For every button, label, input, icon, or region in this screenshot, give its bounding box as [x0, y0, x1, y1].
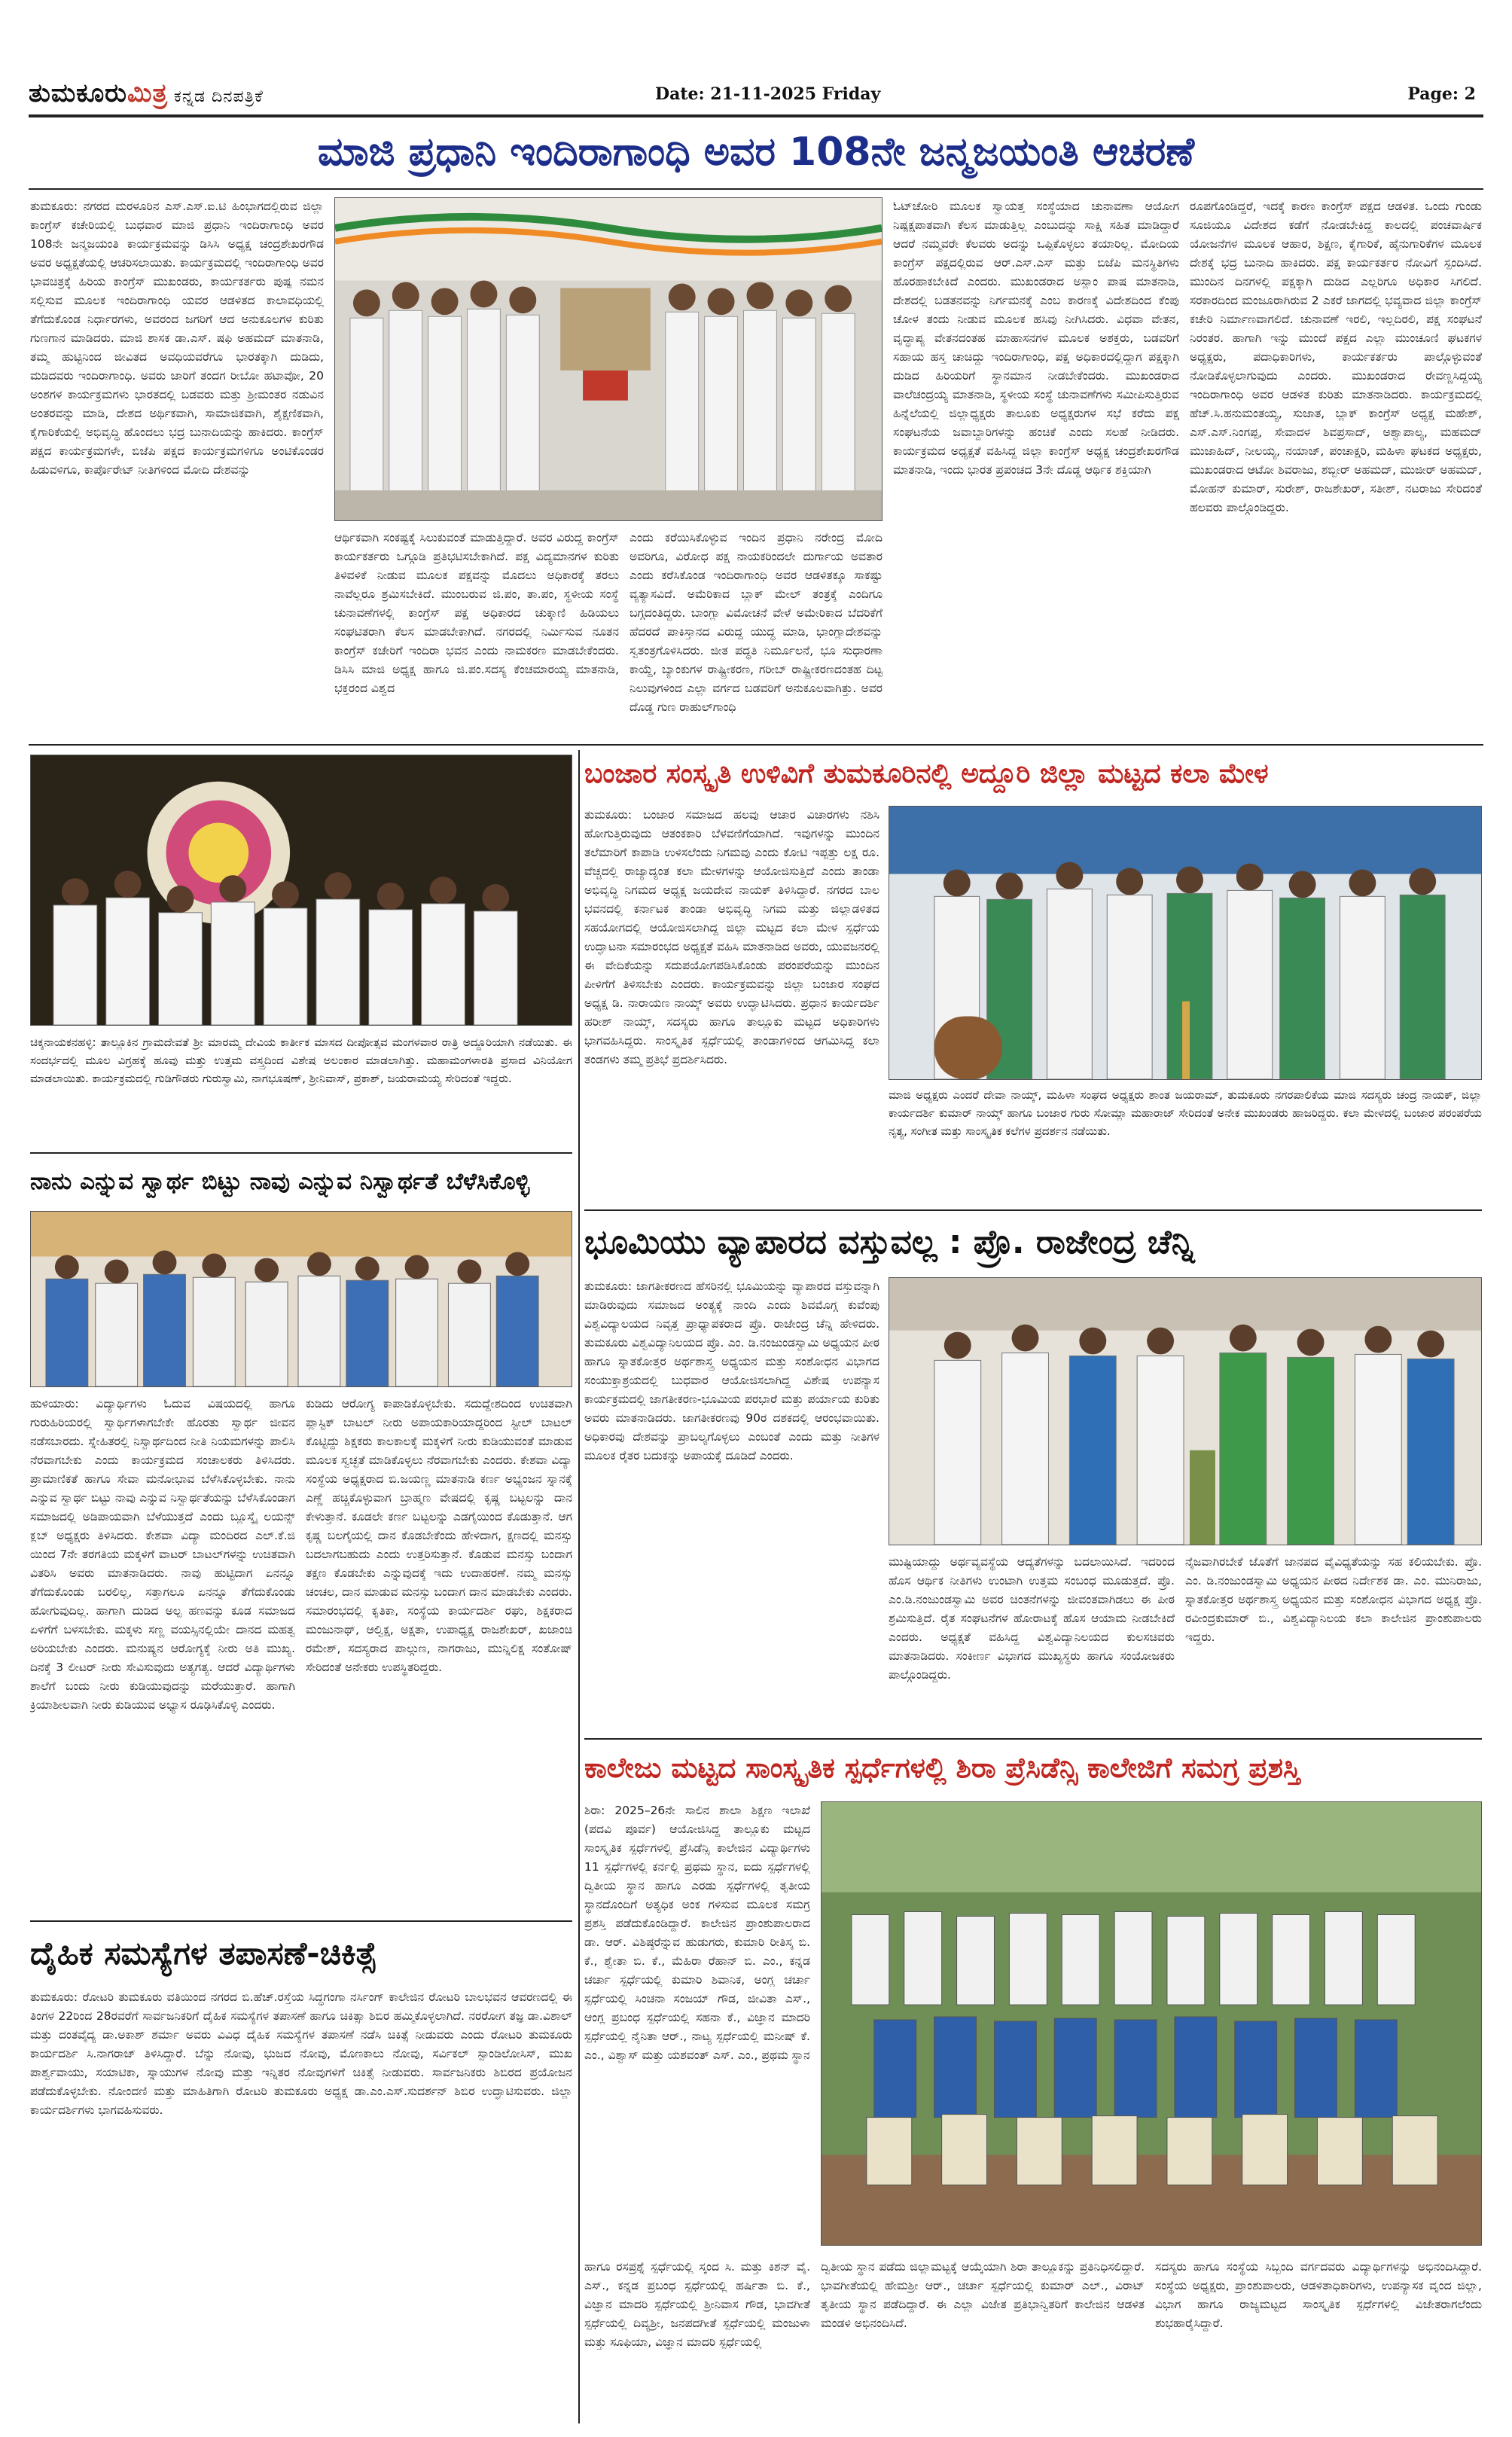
indira-column-3-lower: ಎಂದು ಕರೆಯಿಸಿಕೊಳ್ಳುವ ಇಂದಿನ ಪ್ರಧಾನಿ ನರೇಂದ್ರ ಮೋದಿ ಅವರಿಗೂ, ವಿರೋಧ ಪಕ್ಷ ನಾಯಕರಿಂದಲೇ ದುರ್ಗಾಯ ಅವತಾರ ಎಂದು ಕರೆಸಿಕೊಂಡ ಇಂದಿರಾಗಾಂಧಿ ಅವರ ಆಡಳಿತಕ್ಕೂ ಸಾಕಷ್ಟು ವ್ಯತ್ಯಾಸವಿದೆ. ಅಮೆರಿಕಾದ ಬ್ಲಾಕ್ ಮೇಲ್ ತಂತ್ರಕ್ಕೆ ಎಂದಿಗೂ ಬಗ್ಗದಂತಿದ್ದರು. ಬಾಂಗ್ಲಾ ವಿಮೋಚನೆ ವೇಳೆ ಅಮೇರಿಕಾದ ಬೆದರಿಕೆಗೆ ಹೆದರದೆ ಪಾಕಿಸ್ತಾನದ ವಿರುದ್ದ ಯುದ್ಧ ಮಾಡಿ, ಭಾಂಗ್ಲಾದೇಶವನ್ನು ಸ್ವತಂತ್ರಗೊಳಿಸಿದರು. ಜೀತ ಪದ್ಧತಿ ನಿರ್ಮೂಲನೆ, ಭೂ ಸುಧಾರಣಾ ಕಾಯ್ದೆ, ಬ್ಯಾಂಕುಗಳ ರಾಷ್ಟ್ರೀಕರಣ, ಗರೀಬ್ ರಾಷ್ಟ್ರೀಕರಣದಂತಹ ದಿಟ್ಟ ನಿಲುವುಗಳಿಂದ ಎಲ್ಲಾ ವರ್ಗದ ಬಡವರಿಗೆ ಅನುಕೂಲವಾಗಿತ್ತು. ಅವರ ದೊಡ್ಡ ಗುಣ ರಾಹುಲ್‌ಗಾಂಧಿ [629, 531, 883, 714]
banjara-event-photo [889, 806, 1482, 1080]
school-event-illustration [31, 1212, 572, 1386]
college-body-bottom-1: ಹಾಗೂ ರಸಪ್ರಶ್ನೆ ಸ್ಪರ್ಧೆಯಲ್ಲಿ ಸ್ಕಂದ ಸಿ. ಮತ್ತು ಕಿಶನ್ ವೈ. ಎಸ್., ಕನ್ನಡ ಪ್ರಬಂಧ ಸ್ಪರ್ಧೆಯಲ್ಲಿ ಹರ್ಷಿತಾ ಬಿ. ಕೆ., ವಿಜ್ಞಾನ ಮಾದರಿ ಸ್ಪರ್ಧೆಯಲ್ಲಿ ಶ್ರೀನಿವಾಸ ಗೌಡ, ಭಾವಗೀತೆ ಸ್ಪರ್ಧೆಯಲ್ಲಿ ದಿವ್ಯಶ್ರೀ, ಜನಪದಗೀತೆ ಸ್ಪರ್ಧೆಯಲ್ಲಿ ಮಂಜುಳಾ ಮತ್ತು ಸೂಫಿಯಾ, ವಿಜ್ಞಾನ ಮಾದರಿ ಸ್ಪರ್ಧೆಯಲ್ಲಿ [584, 2260, 810, 2349]
college-body-side: ಶಿರಾ: 2025–26ನೇ ಸಾಲಿನ ಶಾಲಾ ಶಿಕ್ಷಣ ಇಲಾಖೆ (ಪದವಿ ಪೂರ್ವ) ಆಯೋಜಿಸಿದ್ದ ತಾಲ್ಲೂಕು ಮಟ್ಟದ ಸಾಂಸ್ಕೃತಿಕ ಸ್ಪರ್ಧೆಗಳಲ್ಲಿ ಪ್ರೆಸಿಡೆನ್ಸಿ ಕಾಲೇಜಿನ ವಿದ್ಯಾರ್ಥಿಗಳು 11 ಸ್ಪರ್ಧೆಗಳಲ್ಲಿ ಕರ್ನಲ್ಲಿ ಪ್ರಥಮ ಸ್ಥಾನ, ಐದು ಸ್ಪರ್ಧೆಗಳಲ್ಲಿ ದ್ವಿತೀಯ ಸ್ಥಾನ ಹಾಗೂ ಎರಡು ಸ್ಪರ್ಧೆಗಳಲ್ಲಿ ತೃತೀಯ ಸ್ಥಾನದೊಂದಿಗೆ ಅತ್ಯಧಿಕ ಅಂಕ ಗಳಿಸುವ ಮೂಲಕ ಸಮಗ್ರ ಪ್ರಶಸ್ತಿ ಪಡೆದುಕೊಂಡಿದ್ದಾರೆ. ಕಾಲೇಜಿನ ಪ್ರಾಂಶುಪಾಲರಾದ ಡಾ. ಆರ್. ವಿಶಿಷ್ಠರೆನ್ನುವ ಹುಡುಗರು, ಕುಮಾರಿ ರೀತಿಸ್ಕ ಬಿ. ಕೆ., ಶ್ವೇತಾ ಬಿ. ಕೆ., ಮೆಹಿರಾ ರೆಹಾನ್ ಬಿ. ಎಂ., ಕನ್ನಡ ಚರ್ಚಾ ಸ್ಪರ್ಧೆಯಲ್ಲಿ ಕುಮಾರಿ ಶಿವಾನಿಕ, ಅಂಗ್ಲ ಚರ್ಚಾ ಸ್ಪರ್ಧೆಯಲ್ಲಿ ಸಿಂಚನಾ ಸಂಜಯ್ ಗೌಡ, ಜೀವಿತಾ ಎಸ್., ಆಂಗ್ಲ ಪ್ರಬಂಧ ಸ್ಪರ್ಧೆಯಲ್ಲಿ ಸಹನಾ ಕೆ., ವಿಜ್ಞಾನ ಮಾದರಿ ಸ್ಪರ್ಧೆಯಲ್ಲಿ ನೈನಿತಾ ಆರ್., ನಾಟ್ಯ ಸ್ಪರ್ಧೆಯಲ್ಲಿ ಮನೀಷ್ ಕೆ. ಎಂ., ವಿಶ್ವಾಸ್ ಮತ್ತು ಯಶವಂತ್ ಎಸ್. ಎಂ., ಪ್ರಥಮ ಸ್ಥಾನ [584, 1804, 810, 2062]
banjara-body: ತುಮಕೂರು: ಬಂಜಾರ ಸಮಾಜದ ಹಲವು ಆಚಾರ ವಿಚಾರಗಳು ನಶಿಸಿ ಹೋಗುತ್ತಿರುವುದು ಆತಂಕಕಾರಿ ಬೆಳವಣಿಗೆಯಾಗಿದೆ. ಇವುಗಳನ್ನು ಮುಂದಿನ ತಲೆಮಾರಿಗೆ ಕಾಪಾಡಿ ಉಳಿಸಲೆಂದು ನಿಗಮವು ಎಂದು ಕೋಟಿ ಇಪ್ಪತ್ತು ಲಕ್ಷ ರೂ. ವೆಚ್ಚದಲ್ಲಿ ರಾಜ್ಯಾದ್ಯಂತ ಕಲಾ ಮೇಳಗಳನ್ನು ಆಯೋಜಿಸುತ್ತಿದೆ ಎಂದು ತಾಂಡಾ ಅಭಿವೃದ್ಧಿ ನಿಗಮದ ಅಧ್ಯಕ್ಷ ಜಯದೇವ ನಾಯಕ್ ತಿಳಿಸಿದ್ದಾರೆ. ನಗರದ ಬಾಲ ಭವನದಲ್ಲಿ ಕರ್ನಾಟಕ ತಾಂಡಾ ಅಭಿವೃದ್ಧಿ ನಿಗಮ ಮತ್ತು ಜಿಲ್ಲಾಡಳಿತದ ಸಹಯೋಗದಲ್ಲಿ ಆಯೋಜಿಸಲಾಗಿದ್ದ ಜಿಲ್ಲಾ ಮಟ್ಟದ ಕಲಾ ಮೇಳ ಸ್ಪರ್ಧೆಯ ಉದ್ಘಾಟನಾ ಸಮಾರಂಭದ ಅಧ್ಯಕ್ಷತೆ ವಹಿಸಿ ಮಾತನಾಡಿದ ಅವರು, ಯುವಜನರಲ್ಲಿ ಈ ವೇದಿಕೆಯನ್ನು ಸದುಪಯೋಗಪಡಿಸಿಕೊಂಡು ಪರಂಪರೆಯನ್ನು ಮುಂದಿನ ಪೀಳಿಗೆಗೆ ತಿಳಿಸಬೇಕು ಎಂದರು. ಕಾರ್ಯಕ್ರಮವನ್ನು ಜಿಲ್ಲಾ ಬಂಜಾರ ಸಂಘದ ಅಧ್ಯಕ್ಷ ಡಿ. ನಾರಾಯಣ ನಾಯ್ಕ್ ಅವರು ಉದ್ಘಾಟಿಸಿದರು. ಪ್ರಧಾನ ಕಾರ್ಯದರ್ಶಿ ಹರೀಶ್ ನಾಯ್ಕ್, ಸದಸ್ಯರು ಹಾಗೂ ತಾಲ್ಲೂಕು ಮಟ್ಟದ ಅಧಿಕಾರಿಗಳು ಭಾಗವಹಿಸಿದ್ದರು. ಸಾಂಸ್ಕೃತಿಕ ಸ್ಪರ್ಧೆಯಲ್ಲಿ ತಾಂಡಾಗಳಿಂದ ಆಗಮಿಸಿದ್ದ ಕಲಾ ತಂಡಗಳು ತಮ್ಮ ಪ್ರತಿಭೆ ಪ್ರದರ್ಶಿಸಿದರು. [584, 808, 879, 1066]
temple-festival-photo [30, 755, 572, 1026]
land-body: ತುಮಕೂರು: ಜಾಗತೀಕರಣದ ಹೆಸರಿನಲ್ಲಿ ಭೂಮಿಯನ್ನು ವ್ಯಾಪಾರದ ವಸ್ತುವನ್ನಾಗಿ ಮಾಡಿರುವುದು ಸಮಾಜದ ಅಂತ್ಯಕ್ಕೆ ನಾಂದಿ ಎಂದು ಶಿವಮೊಗ್ಗ ಕುವೆಂಪು ವಿಶ್ವವಿದ್ಯಾಲಯದ ನಿವೃತ್ತ ಪ್ರಾಧ್ಯಾಪಕರಾದ ಪ್ರೊ. ರಾಜೇಂದ್ರ ಚೆನ್ನಿ ಹೇಳಿದರು. ತುಮಕೂರು ವಿಶ್ವವಿದ್ಯಾನಿಲಯದ ಪ್ರೊ. ಎಂ. ಡಿ.ನಂಜುಂಡಸ್ವಾಮಿ ಅಧ್ಯಯನ ಪೀಠ ಹಾಗೂ ಸ್ನಾತಕೋತ್ತರ ಅರ್ಥಶಾಸ್ತ್ರ ಅಧ್ಯಯನ ಮತ್ತು ಸಂಶೋಧನ ವಿಭಾಗದ ಸಂಯುಕ್ತಾಶ್ರಯದಲ್ಲಿ ಬುಧವಾರ ಆಯೋಜಿಸಲಾಗಿದ್ದ ವಿಶೇಷ ಉಪನ್ಯಾಸ ಕಾರ್ಯಕ್ರಮದಲ್ಲಿ ಜಾಗತೀಕರಣ-ಭೂಮಿಯ ಪರಭಾರೆ ಮತ್ತು ಪರ್ಯಾಯ ಕುರಿತು ಅವರು ಮಾತನಾಡಿದರು. ಜಾಗತೀಕರಣವು 90ರ ದಶಕದಲ್ಲಿ ಆರಂಭವಾಯಿತು. ಅಧಿಕಾರವು ದೇಶವನ್ನು ಪ್ರಾಬಲ್ಯಗೊಳ್ಳಲು ಎಂಬಂತೆ ಎಂದು ಮತ್ತು ನೀತಿಗಳ ಮೂಲಕ ರೈತರ ಬದುಕನ್ನು ಅಪಾಯಕ್ಕೆ ದೂಡಿದೆ ಎಂದರು. [584, 1280, 879, 1463]
land-body-lower-a: ಮುಷ್ಟಿಯಾದ್ದು ಅರ್ಥವ್ಯವಸ್ಥೆಯ ಆದ್ಯತೆಗಳನ್ನು ಬದಲಾಯಿಸಿದೆ. ಇದರಿಂದ ಹೊಸ ಆರ್ಥಿಕ ನೀತಿಗಳು ಉಂಟಾಗಿ ಉತ್ತಮ ಸಂಬಂಧ ಮೂಡುತ್ತದೆ. ಪ್ರೊ. ಎಂ.ಡಿ.ನಂಜುಂಡಸ್ವಾಮಿ ಅವರ ಚಿಂತನೆಗಳನ್ನು ಜೀವಂತವಾಗಿಡಲು ಈ ಪೀಠ ಶ್ರಮಿಸುತ್ತಿದೆ. ರೈತ ಸಂಘಟನೆಗಳ ಹೋರಾಟಕ್ಕೆ ಹೊಸ ಆಯಾಮ ನೀಡಬೇಕಿದೆ ಎಂದರು. ಅಧ್ಯಕ್ಷತೆ ವಹಿಸಿದ್ದ ವಿಶ್ವವಿದ್ಯಾನಿಲಯದ ಕುಲಸಚಿವರು ಮಾತನಾಡಿದರು. ಸಂಕೀರ್ಣ ವಿಭಾಗದ ಮುಖ್ಯಸ್ಥರು ಹಾಗೂ ಸಂಯೋಜಕರು ಪಾಲ್ಗೊಂಡಿದ್ದರು. [889, 1555, 1175, 1682]
selfless-event-photo [30, 1211, 572, 1387]
masthead-date: Date: 21-11-2025 Friday [655, 84, 881, 104]
rule [29, 188, 1483, 190]
indira-headline: ಮಾಜಿ ಪ್ರಧಾನಿ ಇಂದಿರಾಗಾಂಧಿ ಅವರ 108ನೇ ಜನ್ಮಜಯಂತಿ ಆಚರಣೆ [317, 130, 1195, 175]
banjara-headline: ಬಂಜಾರ ಸಂಸ್ಕೃತಿ ಉಳಿವಿಗೆ ತುಮಕೂರಿನಲ್ಲಿ ಅದ್ದೂರಿ ಜಿಲ್ಲಾ ಮಟ್ಟದ ಕಲಾ ಮೇಳ [584, 758, 1269, 789]
indira-column-1: ತುಮಕೂರು: ನಗರದ ಮರಳೂರಿನ ಎಸ್.ಎಸ್.ಐ.ಟಿ ಹಿಂಭಾಗದಲ್ಲಿರುವ ಜಿಲ್ಲಾ ಕಾಂಗ್ರೆಸ್ ಕಚೇರಿಯಲ್ಲಿ ಬುಧವಾರ ಮಾಜಿ ಪ್ರಧಾನಿ ಇಂದಿರಾಗಾಂಧಿ ಅವರ 108ನೇ ಜನ್ಮಜಯಂತಿ ಕಾರ್ಯಕ್ರಮವನ್ನು ಡಿಸಿಸಿ ಅಧ್ಯಕ್ಷ ಚಂದ್ರಶೇಖರಗೌಡ ಅವರ ಅಧ್ಯಕ್ಷತೆಯಲ್ಲಿ ಆಚರಿಸಲಾಯಿತು. ಕಾರ್ಯಕ್ರಮದಲ್ಲಿ ಇಂದಿರಾಗಾಂಧಿ ಅವರ ಭಾವಚಿತ್ರಕ್ಕೆ ಹಿರಿಯ ಕಾಂಗ್ರೆಸ್ ಮುಖಂಡರು, ಕಾರ್ಯಕರ್ತರು ಪುಷ್ಪ ನಮನ ಸಲ್ಲಿಸುವ ಮೂಲಕ ಇಂದಿರಾಗಾಂಧಿ ಯವರ ಆಡಳಿತದ ಕಾಲಾವಧಿಯಲ್ಲಿ ತೆಗೆದುಕೊಂಡ ನಿರ್ಧಾರಗಳು, ಅವರಂದ ಜಗರಿಗೆ ಆದ ಅನುಕೂಲಗಳ ಕುರಿತು ಗುಣಗಾನ ಮಾಡಿದರು. ಮಾಜಿ ಶಾಸಕ ಡಾ.ಎಸ್. ಷಫಿ ಅಹಮದ್ ಮಾತನಾಡಿ, ತಮ್ಮ ಹುಟ್ಟಿನಿಂದ ಜೀವಿತದ ಅವಧಿಯವರೆಗೂ ಭಾರತಕ್ಕಾಗಿ ದುಡಿದು, ಮಡಿದವರು ಇಂದಿರಾಗಾಂಧಿ. ಅವರು ಜಾರಿಗೆ ತಂದಗ ರೀಬೋ ಹಟಾವೋ, 20 ಅಂಶಗಳ ಕಾರ್ಯಕ್ರಮಗಳು ಭಾರತದಲ್ಲಿ ಬಡವರು ಮತ್ತು ಶ್ರೀಮಂತರ ನಡುವಿನ ಅಂತರವನ್ನು ಮಾಡಿ, ದೇಶದ ಅರ್ಥಿಕವಾಗಿ, ಸಾಮಾಜಿಕವಾಗಿ, ಶೈಕ್ಷಣಿಕವಾಗಿ, ಕೈಗಾರಿಕೆಯಲ್ಲಿ ಅಭಿವೃದ್ಧಿ ಹೊಂದಲು ಭದ್ರ ಬುನಾದಿಯನ್ನು ಹಾಕಿದರು. ಕಾಂಗ್ರೆಸ್ ಪಕ್ಷದ ಕಾರ್ಯಕ್ರಮಗಳೇ, ಬಿಜೆಪಿ ಪಕ್ಷದ ಕಾರ್ಯಕ್ರಮಗಳಿಗೂ ಅಂಟಿಕೊಂಡರ ಹಿಡುವಳಿಗೂ, ಕಾರ್ಪೊರೇಟ್ ನೀತಿಗಳಿಂದ ಮೋದಿ ದೇಶವನ್ನು [30, 200, 324, 477]
group-photo-illustration [335, 198, 882, 520]
land-body-lower-b: ನೈಜವಾಗಿರಬೇಕೆ ಜೊತೆಗೆ ಜಾನಪದ ವೈವಿಧ್ಯತೆಯನ್ನು ಸಹ ಕಲಿಯಬೇಕು. ಪ್ರೊ. ಎಂ. ಡಿ.ನಂಜುಂಡಸ್ವಾಮಿ ಅಧ್ಯಯನ ಪೀಠದ ನಿರ್ದೇಶಕ ಡಾ. ಎಂ. ಮುನಿರಾಜು, ಸ್ನಾತಕೋತ್ತರ ಅರ್ಥಶಾಸ್ತ್ರ ಅಧ್ಯಯನ ಮತ್ತು ಸಂಶೋಧನ ವಿಭಾಗದ ಅಧ್ಯಕ್ಷ ಪ್ರೊ. ರವೀಂದ್ರಕುಮಾರ್ ಬಿ., ವಿಶ್ವವಿದ್ಯಾನಿಲಯ ಕಲಾ ಕಾಲೇಜಿನ ಪ್ರಾಂಶುಪಾಲರು ಇದ್ದರು. [1185, 1555, 1482, 1644]
selfless-headline: ನಾನು ಎನ್ನುವ ಸ್ವಾರ್ಥ ಬಿಟ್ಟು ನಾವು ಎನ್ನುವ ನಿಸ್ವಾರ್ಥತೆ ಬೆಳೆಸಿಕೊಳ್ಳಿ [30, 1168, 530, 1195]
rule [30, 1920, 572, 1922]
masthead-page-number: Page: 2 [1407, 84, 1476, 104]
column-divider [578, 750, 580, 2423]
selfless-column-2: ಕುಡಿದು ಆರೋಗ್ಯ ಕಾಪಾಡಿಕೊಳ್ಳಬೇಕು. ಸದುದ್ದೇಶದಿಂದ ಉಚಿತವಾಗಿ ಪ್ಲಾಸ್ಟಿಕ್ ಬಾಟಲ್ ನೀರು ಅಪಾಯಕಾರಿಯಾದ್ದರಿಂದ ಸ್ಟೀಲ್ ಬಾಟಲ್ ಕೊಟ್ಟಿದ್ದು ಶಿಕ್ಷಕರು ಕಾಲಕಾಲಕ್ಕೆ ಮಕ್ಕಳಿಗೆ ನೀರು ಕುಡಿಯುವಂತೆ ಮಾಡುವ ಮೂಲಕ ಸ್ವಚ್ಛತೆ ಮಾಡಿಕೊಳ್ಳಲು ನೆರವಾಗಬೇಕು ಎಂದರು. ಕೇಶವಾ ವಿದ್ಯಾ ಸಂಸ್ಥೆಯ ಅಧ್ಯಕ್ಷರಾದ ಬಿ.ಜಯಣ್ಣ ಮಾತನಾಡಿ ಕರ್ಣ ಅಭ್ಯಂಜನ ಸ್ನಾನಕ್ಕೆ ಎಣ್ಣೆ ಹಚ್ಚಿಕೊಳ್ಳುವಾಗ ಬ್ರಾಹ್ಮಣ ವೇಷದಲ್ಲಿ ಕೃಷ್ಣ ಬಟ್ಟಲನ್ನು ದಾನ ಕೇಳುತ್ತಾನೆ. ಕೂಡಲೇ ಕರ್ಣ ಬಟ್ಟಲನ್ನು ಎಡಗೈಯಿಂದ ಕೊಡುತ್ತಾನೆ. ಆಗ ಕೃಷ್ಣ ಬಲಗೈಯಲ್ಲಿ ದಾನ ಕೊಡಬೇಕೆಂದು ಹೇಳಿದಾಗ, ಕ್ಷಣದಲ್ಲಿ ಮನಸ್ಸು ಬದಲಾಗಬಹುದು ಎಂದು ಉತ್ತರಿಸುತ್ತಾನೆ. ಕೊಡುವ ಮನಸ್ಸು ಬಂದಾಗ ತಕ್ಷಣ ಕೊಡಬೇಕು ಎನ್ನುವುದಕ್ಕೆ ಇದು ಉದಾಹರಣೆ. ನಮ್ಮ ಮನಸ್ಸು ಚಂಚಲ, ದಾನ ಮಾಡುವ ಮನಸ್ಸು ಬಂದಾಗ ದಾನ ಮಾಡಬೇಕು ಎಂದರು. ಸಮಾರಂಭದಲ್ಲಿ ಕೃತಿಕಾ, ಸಂಸ್ಥೆಯ ಕಾರ್ಯದರ್ಶಿ ರಘು, ಶಿಕ್ಷಕರಾದ ಮಂಜುನಾಥ್, ಆಲ್ವಿಕ್ಷ, ಅಕ್ಷತಾ, ಉಪಾಧ್ಯಕ್ಷ ರಾಜಶೇಖರ್, ಖಜಾಂಚಿ ರಮೇಶ್, ಸದಸ್ಯರಾದ ಪಾಲ್ಗುಣ, ನಾಗರಾಜು, ಮುನ್ನಿಲಿಕ್ಷ ಸಂತೋಷ್ ಸೇರಿದಂತೆ ಅನೇಕರು ಉಪಸ್ಥಿತರಿದ್ದರು. [306, 1397, 572, 1674]
indira-photo [334, 197, 883, 521]
health-body: ತುಮಕೂರು: ರೋಟರಿ ತುಮಕೂರು ವತಿಯಿಂದ ನಗರದ ಬಿ.ಹೆಚ್.ರಸ್ತೆಯ ಸಿದ್ಧಗಂಗಾ ನರ್ಸಿಂಗ್ ಕಾಲೇಜಿನ ರೋಟರಿ ಬಾಲಭವನ ಆವರಣದಲ್ಲಿ ಈ ತಿಂಗಳ 22ರಿಂದ 28ರವರೆಗೆ ಸಾರ್ವಜನಿಕರಿಗೆ ದೈಹಿಕ ಸಮಸ್ಯೆಗಳ ತಪಾಸಣೆ ಹಾಗೂ ಚಿಕಿತ್ಸಾ ಶಿಬಿರ ಹಮ್ಮಿಕೊಳ್ಳಲಾಗಿದೆ. ನರರೋಗ ತಜ್ಞ ಡಾ.ವಿಶಾಲ್ ಮತ್ತು ದಂತವೈದ್ಯ ಡಾ.ಅಕಾಶ್ ಶರ್ಮಾ ಅವರು ವಿವಿಧ ದೈಹಿಕ ಸಮಸ್ಯೆಗಳ ತಪಾಸಣೆ ನಡೆಸಿ ಚಿಕಿತ್ಸೆ ನೀಡುವರು ಎಂದು ರೋಟರಿ ತುಮಕೂರು ಕಾರ್ಯದರ್ಶಿ ಸಿ.ನಾಗರಾಜ್ ತಿಳಿಸಿದ್ದಾರೆ. ಬೆನ್ನು ನೋವು, ಭುಜದ ನೋವು, ಮೊಣಕಾಲು ನೋವು, ಸರ್ವಿಕಲ್ ಸ್ಪಾಂಡಿಲೋಸಿಸ್, ಮುಖ ಪಾರ್ಶ್ವವಾಯು, ಸಯಾಟಿಕಾ, ಸ್ನಾಯುಗಳ ನೋವು ಮತ್ತು ಇನ್ನಿತರ ನೋವುಗಳಿಗೆ ಚಿಕಿತ್ಸೆ ನೀಡುವರು. ಸಾರ್ವಜನಿಕರು ಶಿಬಿರದ ಪ್ರಯೋಜನ ಪಡೆದುಕೊಳ್ಳಬೇಕು. ನೋಂದಣಿ ಮತ್ತು ಮಾಹಿತಿಗಾಗಿ ರೋಟರಿ ತುಮಕೂರು ಅಧ್ಯಕ್ಷ ಡಾ.ಎಂ.ಎಸ್.ಸುದರ್ಶನ್ ಶಿಬಿರ ಉದ್ಘಾಟಿಸುವರು. ಜಿಲ್ಲಾ ಕಾರ್ಯದರ್ಶಿಗಳು ಭಾಗವಹಿಸುವರು. [30, 1990, 572, 2117]
rule [29, 744, 1483, 746]
selfless-column-1: ಹುಳಿಯಾರು: ವಿದ್ಯಾರ್ಥಿಗಳು ಓದುವ ವಿಷಯದಲ್ಲಿ ಹಾಗೂ ಗುರುಹಿರಿಯರಲ್ಲಿ ಸ್ವಾರ್ಥಿಗಳಾಗಬೇಕೇ ಹೊರತು ಸ್ವಾರ್ಥ ಜೀವನ ನಡೆಸಬಾರದು. ಸ್ನೇಹಿತರಲ್ಲಿ ನಿಸ್ವಾರ್ಥದಿಂದ ನೀತಿ ನಿಯಮಗಳನ್ನು ಪಾಲಿಸಿ ನೆರವಾಗಬೇಕು ಎಂದು ಕಾರ್ಯಕ್ರಮದ ಸಂಚಾಲಕರು ತಿಳಿಸಿದರು. ಪ್ರಾಮಾಣಿಕತೆ ಹಾಗೂ ಸೇವಾ ಮನೋಭಾವ ಬೆಳೆಸಿಕೊಳ್ಳಬೇಕು. ನಾನು ಎನ್ನುವ ಸ್ವಾರ್ಥ ಬಿಟ್ಟು ನಾವು ಎನ್ನುವ ನಿಸ್ವಾರ್ಥತೆಯನ್ನು ಬೆಳೆಸಿಕೊಂಡಾಗ ಸಮಾಜದಲ್ಲಿ ಅಡಿಪಾಯವಾಗಿ ಬೆಳೆಯುತ್ತದೆ ಎಂದು ಬ್ಲೂಸ್ಕೈ ಲಯನ್ಸ್ ಕ್ಲಬ್ ಅಧ್ಯಕ್ಷರು ತಿಳಿಸಿದರು. ಕೇಶವಾ ವಿದ್ಯಾ ಮಂದಿರದ ಎಲ್.ಕೆ.ಜಿ ಯಿಂದ 7ನೇ ತರಗತಿಯ ಮಕ್ಕಳಿಗೆ ವಾಟರ್ ಬಾಟಲ್‌ಗಳನ್ನು ಉಚಿತವಾಗಿ ವಿತರಿಸಿ ಅವರು ಮಾತನಾಡಿದರು. ನಾವು ಹುಟ್ಟಿದಾಗ ಏನನ್ನೂ ತೆಗೆದುಕೊಂಡು ಬರಲಿಲ್ಲ, ಸತ್ತಾಗಲೂ ಏನನ್ನೂ ತೆಗೆದುಕೊಂಡು ಹೋಗುವುದಿಲ್ಲ. ಹಾಗಾಗಿ ದುಡಿದ ಅಲ್ಪ ಹಣವನ್ನು ಕೂಡ ಸಮಾಜದ ಏಳಿಗೆಗೆ ಬಳಸಬೇಕು. ಮಕ್ಕಳು ಸಣ್ಣ ವಯಸ್ಸಿನಲ್ಲಿಯೇ ದಾನದ ಮಹತ್ವ ಅರಿಯಬೇಕು ಎಂದರು. ಮನುಷ್ಯನ ಆರೋಗ್ಯಕ್ಕೆ ನೀರು ಅತಿ ಮುಖ್ಯ. ದಿನಕ್ಕೆ 3 ಲೀಟರ್ ನೀರು ಸೇವಿಸುವುದು ಅತ್ಯಗತ್ಯ. ಆದರೆ ವಿದ್ಯಾರ್ಥಿಗಳು ಶಾಲೆಗೆ ಬಂದು ನೀರು ಕುಡಿಯುವುದನ್ನು ಮರೆಯುತ್ತಾರೆ. ಹಾಗಾಗಿ ಕ್ರಿಯಾಶೀಲವಾಗಿ ನೀರು ಕುಡಿಯುವ ಅಭ್ಯಾಸ ರೂಢಿಸಿಕೊಳ್ಳಿ ಎಂದರು. [30, 1397, 295, 1712]
college-headline: ಕಾಲೇಜು ಮಟ್ಟದ ಸಾಂಸ್ಕೃತಿಕ ಸ್ಪರ್ಧೆಗಳಲ್ಲಿ ಶಿರಾ ಪ್ರೆಸಿಡೆನ್ಸಿ ಕಾಲೇಜಿಗೆ ಸಮಗ್ರ ಪ್ರಶಸ್ತಿ [584, 1752, 1300, 1784]
college-body-bottom-3: ಸದಸ್ಯರು ಹಾಗೂ ಸಂಸ್ಥೆಯ ಸಿಬ್ಬಂದಿ ವರ್ಗದವರು ವಿದ್ಯಾರ್ಥಿಗಳನ್ನು ಅಭಿನಂದಿಸಿದ್ದಾರೆ. ಸಂಸ್ಥೆಯ ಅಧ್ಯಕ್ಷರು, ಪ್ರಾಂಶುಪಾಲರು, ಆಡಳಿತಾಧಿಕಾರಿಗಳು, ಉಪನ್ಯಾಸಕ ವೃಂದ ಜಿಲ್ಲಾ, ವಿಭಾಗ ಹಾಗೂ ರಾಜ್ಯಮಟ್ಟದ ಸಾಂಸ್ಕೃತಿಕ ಸ್ಪರ್ಧೆಗಳಲ್ಲಿ ವಿಜೇತರಾಗಲೆಂದು ಶುಭಹಾರೈಸಿದ್ದಾರೆ. [1155, 2260, 1482, 2330]
indira-column-4: ರೂಪಗೊಂಡಿದ್ದರೆ, ಇದಕ್ಕೆ ಕಾರಣ ಕಾಂಗ್ರೆಸ್ ಪಕ್ಷದ ಆಡಳಿತ. ಒಂದು ಗುಂಡು ಸೂಜಿಯೂ ವಿದೇಶದ ಕಡೆಗೆ ನೋಡಬೇಕಿದ್ದ ಕಾಲದಲ್ಲಿ ಪಂಚವಾರ್ಷಿಕ ಯೋಜನೆಗಳ ಮೂಲಕ ಆಹಾರ, ಶಿಕ್ಷಣ, ಕೈಗಾರಿಕೆ, ಹೈನುಗಾರಿಕೆಗಳ ಮೂಲಕ ದೇಶಕ್ಕೆ ಭದ್ರ ಬುನಾದಿ ಹಾಕಿದರು. ಪಕ್ಷ ಕಾರ್ಯಕರ್ತರ ನೋವಿಗೆ ಸ್ಪಂದಿಸಿದೆ. ಮುಂದಿನ ದಿನಗಳಲ್ಲಿ ಪಕ್ಷಕ್ಕಾಗಿ ದುಡಿದ ಎಲ್ಲರಿಗೂ ಅಧಿಕಾರ ಸಿಗಲಿದೆ. ಸರಕಾರದಿಂದ ಮಂಜೂರಾಗಿರುವ 2 ಎಕರೆ ಜಾಗದಲ್ಲಿ ಭವ್ಯವಾದ ಜಿಲ್ಲಾ ಕಾಂಗ್ರೆಸ್ ಕಚೇರಿ ನಿರ್ಮಾಣವಾಗಲಿದೆ. ಚುನಾವಣೆ ಇರಲಿ, ಇಲ್ಲದಿರಲಿ, ಪಕ್ಷ ಸಂಘಟನೆ ನಿರಂತರ. ಹಾಗಾಗಿ ಇನ್ನು ಮುಂದೆ ಪಕ್ಷದ ಎಲ್ಲಾ ಮುಂಚೂಣಿ ಘಟಕಗಳ ಅಧ್ಯಕ್ಷರು, ಪದಾಧಿಕಾರಿಗಳು, ಕಾರ್ಯಕರ್ತರು ಪಾಲ್ಗೊಳ್ಳುವಂತೆ ನೋಡಿಕೊಳ್ಳಲಾಗುವುದು ಎಂದರು. ಮುಖಂಡರಾದ ರೇವಣ್ಣಸಿದ್ದಯ್ಯ ಇಂದಿರಾಗಾಂಧಿ ಅವರ ಆಡಳಿತ ಕುರಿತು ಮಾತನಾಡಿದರು. ಕಾರ್ಯಕ್ರಮದಲ್ಲಿ ಹೆಚ್.ಸಿ.ಹನುಮಂತಯ್ಯ, ಸುಜಾತ, ಬ್ಲಾಕ್ ಕಾಂಗ್ರೆಸ್ ಅಧ್ಯಕ್ಷ ಮಹೇಶ್, ಎಸ್.ಎಸ್.ನಿಂಗಪ್ಪ, ಸೇವಾದಳ ಶಿವಪ್ರಸಾದ್, ಅಶ್ವಾಪಾಲ್ಯ, ಮಹಮದ್ ಮುಜಾಹಿದ್, ನೀಲಯ್ಯ, ನಯಾಜ್, ಪಂಚಾಕ್ಷರಿ, ಮಹಿಳಾ ಘಟಕದ ಅಧ್ಯಕ್ಷರು, ಮುಖಂಡರಾದ ಆಟೋ ಶಿವರಾಜು, ಶಬ್ಬೀರ್ ಅಹಮದ್, ಮುಜೀರ್ ಅಹಮದ್, ಮೋಹನ್ ಕುಮಾರ್, ಸುರೇಶ್, ರಾಜಶೇಖರ್, ಸತೀಶ್, ನಟರಾಜು ಸೇರಿದಂತೆ ಹಲವರು ಪಾಲ್ಗೊಂಡಿದ್ದರು. [1190, 200, 1482, 514]
banjara-photo-caption: ಮಾಜಿ ಅಧ್ಯಕ್ಷರು ಎಂದರೆ ದೇವಾ ನಾಯ್ಕ್, ಮಹಿಳಾ ಸಂಘದ ಅಧ್ಯಕ್ಷರು ಶಾಂತ ಜಯರಾಮ್, ತುಮಕೂರು ನಗರಪಾಲಿಕೆಯ ಮಾಜಿ ಸದಸ್ಯರು ಚಂದ್ರ ನಾಯಕ್, ಜಿಲ್ಲಾ ಕಾರ್ಯದರ್ಶಿ ಕುಮಾರ್ ನಾಯ್ಕ್ ಹಾಗೂ ಬಂಜಾರ ಗುರು ಸೋಮ್ಲಾ ಮಹಾರಾಜ್ ಸೇರಿದಂತೆ ಅನೇಕ ಮುಖಂಡರು ಹಾಜರಿದ್ದರು. ಕಲಾ ಮೇಳದಲ್ಲಿ ಬಂಜಾರ ಪರಂಪರೆಯ ನೃತ್ಯ, ಸಂಗೀತ ಮತ್ತು ಸಾಂಸ್ಕೃತಿಕ ಕಲೆಗಳ ಪ್ರದರ್ಶನ ನಡೆಯಿತು. [889, 1088, 1482, 1138]
rule [584, 1738, 1482, 1740]
health-headline: ದೈಹಿಕ ಸಮಸ್ಯೆಗಳ ತಪಾಸಣೆ-ಚಿಕಿತ್ಸೆ [30, 1935, 377, 1972]
land-headline: ಭೂಮಿಯು ವ್ಯಾಪಾರದ ವಸ್ತುವಲ್ಲ : ಪ್ರೊ. ರಾಜೇಂದ್ರ ಚೆನ್ನಿ [584, 1223, 1195, 1261]
masthead-name-part1: ತುಮಕೂರು [29, 78, 127, 108]
land-lecture-photo [889, 1277, 1482, 1545]
temple-photo-caption: ಚಿಕ್ಕನಾಯಕನಹಳ್ಳಿ: ತಾಲ್ಲೂಕಿನ ಗ್ರಾಮದೇವತೆ ಶ್ರೀ ಮಾರಮ್ಮ ದೇವಿಯ ಕಾರ್ತೀಕ ಮಾಸದ ದೀಪೋತ್ಸವ ಮಂಗಳವಾರ ರಾತ್ರಿ ಅದ್ದೂರಿಯಾಗಿ ನಡೆಯಿತು. ಈ ಸಂದರ್ಭದಲ್ಲಿ ಮೂಲ ವಿಗ್ರಹಕ್ಕೆ ಹೂವು ಮತ್ತು ಉತ್ತಮ ವಸ್ತ್ರದಿಂದ ವಿಶೇಷ ಅಲಂಕಾರ ಮಾಡಲಾಗಿತ್ತು. ಮಹಾಮಂಗಳಾರತಿ ಪ್ರಸಾದ ವಿನಿಯೋಗ ಮಾಡಲಾಯಿತು. ಕಾರ್ಯಕ್ರಮದಲ್ಲಿ ಗುಡಿಗೌಡರು ಗುರುಸ್ವಾಮಿ, ನಾಗಭೂಷಣ್, ಶ್ರೀನಿವಾಸ್, ಪ್ರಕಾಶ್, ಜಯರಾಮಯ್ಯ ಸೇರಿದಂತೆ ಇದ್ದರು. [30, 1035, 572, 1085]
rule [584, 1209, 1482, 1211]
college-winners-photo [821, 1801, 1482, 2246]
masthead-logo [29, 78, 264, 111]
indira-column-3: ಓಟ್‌ಚೋರಿ ಮೂಲಕ ಸ್ವಾಯತ್ತ ಸಂಸ್ಥೆಯಾದ ಚುನಾವಣಾ ಆಯೋಗ ನಿಷ್ಪಕ್ಷಪಾತವಾಗಿ ಕೆಲಸ ಮಾಡುತ್ತಿಲ್ಲ ಎಂಬುದನ್ನು ಸಾಕ್ಷಿ ಸಹಿತ ಮಾಡಿದ್ದಾರೆ ಆದರೆ ನಮ್ಮವರೇ ಕೆಲವರು ಅದನ್ನು ಒಪ್ಪಿಕೊಳ್ಳಲು ತಯಾರಿಲ್ಲ. ಮೋದಿಯ ಕಾಂಗ್ರೆಸ್ ಪಕ್ಷದಲ್ಲಿರುವ ಆರ್.ಎಸ್.ಎಸ್ ಮತ್ತು ಬಿಜೆಪಿ ಮನಸ್ಥಿತಿಗಳು ಹೊರಹಾಕಬೇಕಿದೆ ಎಂದರು. ಮುಖಂಡರಾದ ಅಸ್ಲಾಂ ಪಾಷ ಮಾತನಾಡಿ, ದೇಶದಲ್ಲಿ ಬಡತನವನ್ನು ನಿರ್ಗಮನಕ್ಕೆ ಎಂಬ ಕಾರಣಕ್ಕೆ ವಿದೇಶದಿಂದ ಕೆಂಪು ಚೋಳ ತಂದು ನೀಡುವ ಮೂಲಕ ಹಸಿವು ನೀಗಿಸಿದರು. ವಿಧವಾ ವೇತನ, ವೃದ್ಧಾಪ್ಯ ವೇತನದಂತಹ ಮಾಹಾಸನಗಳ ಮೂಲಕ ಅಶಕ್ತರು, ಬಡವರಿಗೆ ಸಹಾಯ ಹಸ್ತ ಚಾಚಿದ್ದು ಇಂದಿರಾಗಾಂಧಿ, ಪಕ್ಷ ಅಧಿಕಾರದಲ್ಲಿದ್ದಾಗ ಪಕ್ಷಕ್ಕಾಗಿ ದುಡಿದ ಹಿರಿಯರಿಗೆ ಸ್ಥಾನಮಾನ ನೀಡಬೇಕೆಂದರು. ಮುಖಂಡರಾದ ವಾಲೆಚಂದ್ರಯ್ಯ ಮಾತನಾಡಿ, ಸ್ಥಳೀಯ ಸಂಸ್ಥೆ ಚುನಾವಣೆಗಳು ಸಮೀಪಿಸುತ್ತಿರುವ ಹಿನ್ನೆಲೆಯಲ್ಲಿ ಜಿಲ್ಲಾಧ್ಯಕ್ಷರು ತಾಲೂಕು ಅಧ್ಯಕ್ಷರುಗಳ ಸಭೆ ಕರೆದು ಪಕ್ಷ ಸಂಘಟನೆಯ ಜವಾಬ್ದಾರಿಗಳನ್ನು ಹಂಚಿಕೆ ಎಂದು ಸಲಹೆ ನೀಡಿದರು. ಕಾರ್ಯಕ್ರಮದ ಅಧ್ಯಕ್ಷತೆ ವಹಿಸಿದ್ದ ಜಿಲ್ಲಾ ಕಾಂಗ್ರೆಸ್ ಅಧ್ಯಕ್ಷ ಚಂದ್ರಶೇಖರಗೌಡ ಮಾತನಾಡಿ, ಇಂದು ಭಾರತ ಪ್ರಪಂಚದ 3ನೇ ದೊಡ್ಡ ಆರ್ಥಿಕ ಶಕ್ತಿಯಾಗಿ [893, 200, 1179, 477]
temple-illustration [31, 755, 572, 1025]
rule [30, 1152, 572, 1154]
college-body-bottom-2: ದ್ವಿತೀಯ ಸ್ಥಾನ ಪಡೆದು ಜಿಲ್ಲಾಮಟ್ಟಕ್ಕೆ ಆಯ್ಕೆಯಾಗಿ ಶಿರಾ ತಾಲ್ಲೂಕನ್ನು ಪ್ರತಿನಿಧಿಸಲಿದ್ದಾರೆ. ಭಾವಗೀತೆಯಲ್ಲಿ ಹೇಮಶ್ರೀ ಆರ್., ಚರ್ಚಾ ಸ್ಪರ್ಧೆಯಲ್ಲಿ ಕುಮಾರ್ ಎಲ್., ವಿರಾಟ್ ತೃತೀಯ ಸ್ಥಾನ ಪಡೆದಿದ್ದಾರೆ. ಈ ಎಲ್ಲಾ ವಿಜೇತ ಪ್ರತಿಭಾನ್ವಿತರಿಗೆ ಕಾಲೇಜಿನ ಆಡಳಿತ ಮಂಡಳಿ ಅಭಿನಂದಿಸಿದೆ. [821, 2260, 1145, 2330]
winners-group-illustration [822, 1802, 1481, 2245]
masthead-rule [29, 114, 1483, 117]
lecture-illustration [889, 1278, 1481, 1545]
masthead-name-part2: ಮಿತ್ರ [127, 78, 168, 108]
indira-column-2-lower: ಆರ್ಥಿಕವಾಗಿ ಸಂಕಷ್ಟಕ್ಕೆ ಸಿಲುಕುವಂತೆ ಮಾಡುತ್ತಿದ್ದಾರೆ. ಅವರ ವಿರುದ್ದ ಕಾಂಗ್ರೆಸ್ ಕಾರ್ಯಕರ್ತರು ಒಗ್ಗೂಡಿ ಪ್ರತಿಭಟಿಸಬೇಕಾಗಿದೆ. ಪಕ್ಷ ವಿದ್ಯಮಾನಗಳ ಕುರಿತು ತಿಳಿವಳಿಕೆ ನೀಡುವ ಮೂಲಕ ಪಕ್ಷವನ್ನು ಮೊದಲು ಅಧಿಕಾರಕ್ಕೆ ತರಲು ನಾವೆಲ್ಲರೂ ಶ್ರಮಿಸಬೇಕಿದೆ. ಮುಂಬರುವ ಜಿ.ಪಂ, ತಾ.ಪಂ, ಸ್ಥಳೀಯ ಸಂಸ್ಥೆ ಚುನಾವಣೆಗಳಲ್ಲಿ ಕಾಂಗ್ರೆಸ್ ಪಕ್ಷ ಅಧಿಕಾರದ ಚುಕ್ಕಾಣಿ ಹಿಡಿಯಲು ಸಂಘಟಿತರಾಗಿ ಕೆಲಸ ಮಾಡಬೇಕಾಗಿದೆ. ನಗರದಲ್ಲಿ ನಿರ್ಮಿಸುವ ನೂತನ ಕಾಂಗ್ರೆಸ್ ಕಚೇರಿಗೆ ಇಂದಿರಾ ಭವನ ಎಂದು ನಾಮಕರಣ ಮಾಡಬೇಕೆಂದರು. ಡಿಸಿಸಿ ಮಾಜಿ ಅಧ್ಯಕ್ಷ ಹಾಗೂ ಜಿ.ಪಂ.ಸದಸ್ಯ ಕೆಂಚಮಾರಯ್ಯ ಮಾತನಾಡಿ, ಭಕ್ತರಂದ ವಿಶ್ವದ [334, 531, 619, 695]
lamp-lighting-illustration [889, 807, 1481, 1079]
masthead-tagline: ಕನ್ನಡ ದಿನಪತ್ರಿಕೆ [173, 87, 264, 106]
